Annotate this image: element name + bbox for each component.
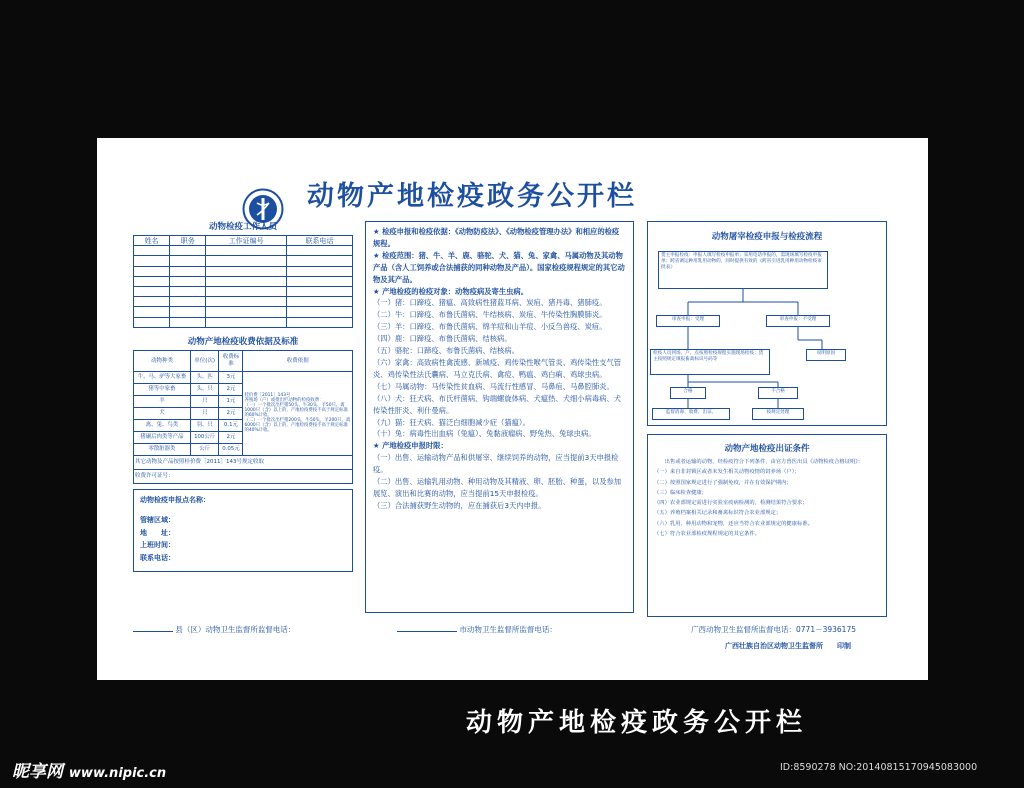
image-id: ID:8590278 NO:20140815170945083000 (780, 762, 978, 773)
staff-cell (134, 317, 170, 327)
declaration-point-field: 上班时间： (140, 541, 175, 550)
blank-underline (133, 631, 173, 632)
staff-col-header: 职务 (170, 236, 206, 246)
inspection-rules-box (365, 221, 634, 613)
condition-item: 出售或者运输的动物，经检疫符合下列条件，由官方兽医出具《动物检疫合格证明》： (664, 459, 864, 465)
fee-col-header: 收费依据 (243, 350, 353, 371)
flow-step-accept: 审查申报：受理 (656, 315, 720, 327)
staff-cell (170, 246, 206, 256)
fee-cell: 2元 (219, 407, 243, 419)
fee-cell: 3元 (219, 371, 243, 383)
staff-cell (170, 266, 206, 276)
staff-cell (134, 276, 170, 286)
fee-section-title: 动物产地检疫收费依据及标准 (187, 336, 299, 347)
right-column (647, 221, 887, 617)
fee-cell: 0.05元 (219, 443, 243, 455)
fee-cell: 只 (190, 407, 218, 419)
guangxi-phone: 广西动物卫生监督所监督电话：0771－3936175 (691, 625, 856, 634)
county-footer (133, 624, 295, 635)
staff-cell (134, 307, 170, 317)
staff-cell (287, 266, 353, 276)
fee-cell: 0.1元 (219, 419, 243, 431)
staff-cell (170, 276, 206, 286)
staff-table (133, 235, 353, 328)
fee-cell: 头、只 (190, 383, 218, 395)
flow-step-inspect: 检疫人员到场、户、点按照检疫规程实施现场检疫；货主按照规定填报畜禽标识号码等 (650, 349, 770, 375)
rule-paragraph: （四）鹿：口蹄疫、布鲁氏菌病、结核病。 (373, 334, 512, 344)
rule-heading: ★ 检疫申报和检疫依据：《动物防疫法》、《动物检疫管理办法》和相应的检疫规程。 (373, 227, 620, 248)
left-column (133, 216, 353, 572)
staff-cell (206, 297, 287, 307)
rule-paragraph: （五）骆驼：口蹄疫、布鲁氏菌病、结核病。 (373, 346, 519, 356)
staff-row (134, 286, 353, 296)
staff-cell (206, 276, 287, 286)
staff-cell (170, 297, 206, 307)
city-footer (397, 624, 557, 635)
fee-col-header: 单位(次) (190, 350, 218, 371)
fee-cell: 羽、只 (190, 419, 218, 431)
fee-table (133, 350, 353, 484)
watermark-url: www.nipic.cn (68, 766, 167, 781)
staff-row (134, 307, 353, 317)
fee-other-note: 其它动物及产品按照桂价费［2011］143号规定收取 (134, 455, 353, 469)
fee-cell: 公斤 (190, 443, 218, 455)
staff-cell (287, 276, 353, 286)
condition-item: （二）按照国家规定进行了强制免疫，并在有效保护期内； (654, 479, 792, 486)
staff-section-title: 动物检疫工作人员 (208, 222, 277, 232)
watermark-brand: 昵享网 (12, 762, 63, 782)
rule-paragraph: （三）羊：口蹄疫、布鲁氏菌病、绵羊痘和山羊痘、小反刍兽疫、炭疽。 (373, 322, 607, 332)
fee-cell: 100公斤 (190, 431, 218, 443)
flowchart-title: 动物屠宰检疫申报与检疫流程 (711, 232, 823, 242)
city-phone-label: 市动物卫生监督所监督电话： (459, 625, 557, 634)
rule-heading: ★ 产地检疫的检疫对象：动物疫病及寄生虫病。 (373, 286, 529, 296)
fee-basis-line: （一）一个批次出栏猪50头、牛30头、羊50只、禽1000只（含）以上的，产地检疫费按不高于规定标准的60%计收。 (244, 403, 348, 419)
fee-col-header: 动物种类 (134, 350, 191, 371)
rule-paragraph: （六）家禽：高致病性禽流感、新城疫、鸡传染性喉气管炎、鸡传染性支气管炎、鸡传染性法氏囊病、马立克氏病、禽痘、鸭瘟、鸡白痢、鸡球虫病。 (373, 357, 622, 379)
flow-step-reject: 审查申报：不受理 (766, 315, 830, 327)
staff-col-header: 联系电话 (287, 236, 353, 246)
staff-row (134, 246, 353, 256)
fee-basis-cell (243, 371, 353, 455)
fee-cell: 只 (190, 395, 218, 407)
declaration-point-name: 动物检疫申报点名称： (140, 495, 210, 504)
flow-step-fail: 不合格 (758, 387, 798, 399)
declaration-point-field: 管辖区域： (140, 516, 175, 525)
staff-cell (206, 286, 287, 296)
fee-cell: 头、匹 (190, 371, 218, 383)
rule-paragraph: （二）牛：口蹄疫、布鲁氏菌病、牛结核病、炭疽、牛传染性胸膜肺炎。 (373, 310, 607, 320)
staff-row (134, 317, 353, 327)
condition-item: （七）符合农业部检疫规程规定的其它条件。 (654, 531, 760, 538)
staff-cell (134, 297, 170, 307)
fee-cell: 牛、马、驴等大家畜 (134, 371, 191, 383)
staff-cell (134, 266, 170, 276)
watermark (12, 757, 166, 782)
rule-heading: ★ 检疫范围：猪、牛、羊、鹿、骆驼、犬、猫、兔、家禽、马属动物及其动物产品（含人工饲养或合法捕获的同种动物及产品）。国家检疫规程规定的其它动物及其产品。 (373, 250, 625, 284)
flow-step-pass: 合格 (670, 387, 706, 399)
condition-item: （四）农业部规定需进行实验室疫病检测的，检测结果符合要求； (654, 500, 808, 507)
conditions-title: 动物产地检疫出证条件 (724, 444, 810, 454)
bottom-title: 动物产地检疫政务公开栏 (466, 708, 808, 738)
staff-row (134, 297, 353, 307)
staff-col-header: 姓名 (134, 236, 170, 246)
staff-cell (134, 256, 170, 266)
printer-line: 广西壮族自治区动物卫生监督所 印制 (725, 642, 851, 650)
fee-cell: 1元 (219, 395, 243, 407)
rule-paragraph: （一）猪：口蹄疫、猪瘟、高致病性猪蓝耳病、炭疽、猪丹毒、猪肺疫。 (373, 298, 607, 308)
fee-cell: 猪碾后肉类等产品 (134, 431, 191, 443)
fee-cell: 禽、兔、鸟类 (134, 419, 191, 431)
rule-heading: ★ 产地检疫申报时限： (373, 441, 448, 451)
staff-col-header: 工作证编号 (206, 236, 287, 246)
staff-cell (134, 286, 170, 296)
flow-step-handle: 按规定处理 (752, 408, 804, 420)
staff-cell (287, 246, 353, 256)
staff-cell (206, 317, 287, 327)
flowchart (647, 221, 887, 426)
staff-cell (287, 297, 353, 307)
rule-paragraph: （八）犬：狂犬病、布氏杆菌病、钩端螺旋体病、犬瘟热、犬细小病毒病、犬传染性肝炎、利什曼病。 (373, 393, 622, 415)
flow-step-certify: 监督消毒、收费、出证。 (652, 408, 730, 420)
fee-basis-line: （二）一个批次出栏猪200头，牛50头，羊200只，禽6000只（含）以上的，产地检疫费按不高于规定标准的40%计收。 (244, 418, 351, 434)
staff-row (134, 266, 353, 276)
staff-cell (170, 286, 206, 296)
staff-cell (206, 307, 287, 317)
staff-cell (170, 317, 206, 327)
rule-paragraph: （二）出售、运输乳用动物、种用动物及其精液、卵、胚胎、种蛋，以及参加展览、演出和比赛的动物，应当提前15天申报检疫。 (373, 477, 622, 498)
rule-paragraph: （七）马属动物：马传染性贫血病、马流行性感冒、马鼻疽、马鼻腔肺炎。 (373, 381, 614, 391)
staff-cell (134, 246, 170, 256)
condition-item: （三）临床检查健康； (654, 489, 707, 496)
declaration-point-field: 地 址： (140, 528, 175, 537)
blank-underline (397, 631, 457, 632)
rule-paragraph: （九）猫：狂犬病、猫泛白细胞减少症（猫瘟）。 (373, 417, 530, 427)
declaration-point-field: 联系电话： (140, 553, 175, 562)
page-title: 动物产地检疫政务公开栏 (307, 181, 637, 212)
staff-cell (287, 307, 353, 317)
staff-row (134, 276, 353, 286)
fee-cell: 零散脏器类 (134, 443, 191, 455)
staff-cell (287, 256, 353, 266)
condition-item: （六）乳用、种用动物和宠物，还应当符合农业部规定的健康标准。 (654, 520, 813, 527)
fee-cell: 2元 (219, 383, 243, 395)
conditions-list (654, 457, 880, 539)
rule-paragraph: （三）合法捕获野生动物的，应在捕获后3天内申报。 (373, 500, 546, 510)
staff-cell (170, 256, 206, 266)
county-phone-label: 县（区）动物卫生监督所监督电话： (175, 625, 296, 634)
rule-paragraph: （一）出售、运输动物产品和供屠宰、继续饲养的动物，应当提前3天申报检疫。 (373, 453, 619, 475)
notice-board (97, 138, 928, 680)
fee-license-number: 收费许可证号： (134, 469, 353, 483)
staff-cell (170, 307, 206, 317)
fee-cell: 犬 (134, 407, 191, 419)
condition-item: （五）养殖档案相关记录和畜禽标识符合农业部规定； (654, 510, 782, 517)
certificate-conditions-box (647, 434, 887, 617)
condition-item: （一）来自非封锁区或者未发生相关动物疫情的饲养场（户）； (654, 469, 800, 476)
staff-cell (287, 286, 353, 296)
staff-cell (206, 266, 287, 276)
fee-basis-line: 养殖场（户）或批出栏动物的检疫收费： (244, 398, 324, 403)
rule-paragraph: （十）兔：病毒性出血病（兔瘟）、兔黏液瘤病、野兔热、兔球虫病。 (373, 429, 596, 439)
staff-cell (206, 246, 287, 256)
fee-col-header: 收费标准 (219, 350, 243, 371)
staff-cell (206, 256, 287, 266)
fee-cell: 猪等中家畜 (134, 383, 191, 395)
fee-cell: 羊 (134, 395, 191, 407)
staff-row (134, 256, 353, 266)
declaration-point-box (133, 489, 353, 572)
flow-step-declare: 货主申报检疫：申报人填写检疫申报单；采用电话申报的，需现场填写检疫申报单；跨省调运种用乳用动物的，同时提供有效的《跨省引进乳用种用动物检疫审批表》 (658, 251, 828, 289)
fee-cell: 2元 (219, 431, 243, 443)
staff-cell (287, 317, 353, 327)
fee-basis-doc: 桂价费［2011］143号 (244, 392, 291, 398)
flow-step-explain: 说明原因 (806, 349, 846, 361)
